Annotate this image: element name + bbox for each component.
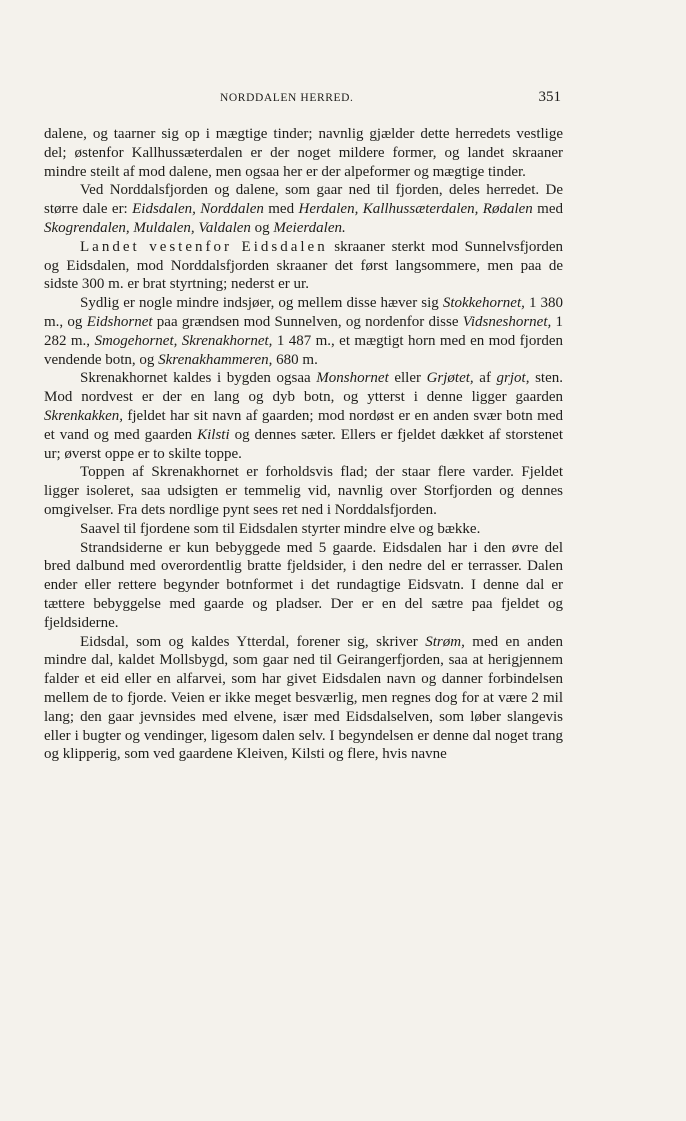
- paragraph: [44, 181, 563, 237]
- italic-place-name: Eidsdalen, Norddalen: [132, 201, 264, 218]
- text-run: dalene, og taarner sig op i mægtige tinder; navnlig gjælder dette herredets vestlige del; østenfor Kallhussæterdalen er der noget mildere former, og landet skraaner mindre steilt af mod dalene, men ogsaa her er der alpeformer og mægtige tinder.: [44, 126, 563, 180]
- paragraph: [44, 369, 563, 463]
- text-run: med en anden mindre dal, kaldet Mollsbygd, som gaar ned til Geirangerfjorden, saa at herigjennem falder et eid eller en alfarvei, som har givet Eidsdalen navn og danner forbindelsen mellem de to fjorde. Veien er ikke meget besværlig, men regnes dog for at være 2 mil lang; den gaar jevnsides med elvene, især med Eidsdalselven, som løber slangevis eller i bugter og vendinger, ligesom dalen selv. I begyndelsen er denne dal noget trang og klipperig, som ved gaardene Kleiven, Kilsti og flere, hvis navne: [44, 633, 563, 763]
- italic-place-name: Grjøtet,: [426, 370, 474, 387]
- paragraph: [44, 633, 563, 765]
- text-run: eller: [388, 370, 427, 387]
- paragraph: [44, 539, 563, 633]
- italic-place-name: Meierdalen.: [273, 219, 346, 236]
- italic-place-name: Herdalen, Kallhussæterdalen, Rødalen: [298, 201, 533, 218]
- text-run: 680 m.: [272, 351, 318, 368]
- paragraph: [44, 238, 563, 294]
- italic-place-name: Smogehornet, Skrenakhornet,: [94, 332, 273, 349]
- page-number: 351: [538, 89, 561, 105]
- text-run: Sydlig er nogle mindre indsjøer, og mellem disse hæver sig: [80, 295, 443, 312]
- text-run: Eidsdal, som og kaldes Ytterdal, forener sig, skriver: [80, 633, 426, 650]
- italic-place-name: grjot,: [496, 370, 530, 387]
- paragraph: [44, 463, 563, 519]
- text-run: 1 282 m.,: [44, 313, 564, 349]
- body-text: [44, 125, 563, 764]
- paragraph: [44, 520, 563, 539]
- text-run: med: [532, 201, 564, 218]
- text-run: og: [250, 219, 274, 236]
- text-run: og dennes sæter. Ellers er fjeldet dækket af storstenet ur; øverst oppe er to skilte toppe.: [44, 426, 563, 462]
- italic-place-name: Monshornet: [316, 370, 389, 387]
- text-run: Strandsiderne er kun bebyggede med 5 gaarde. Eidsdalen har i den øvre del bred dalbund med overordentlig bratte fjeldsider, i den nedre del er terrasser. Dalen ender eller rettere begynder botnformet i det rundagtige Eidsvatn. I denne dal er tættere bebyggelse med gaarde og pladser. Der er en del sætre paa fjeldet og fjeldsiderne.: [44, 539, 563, 631]
- text-run: sten. Mod nordvest er der en lang og dyb botn, og ytterst i denne ligger gaarden: [44, 370, 563, 406]
- text-run: 1 380 m., og: [44, 295, 564, 330]
- text-run: 1 487 m., et mægtigt horn med en mod fjorden vendende botn, og: [44, 332, 563, 368]
- italic-place-name: Skrenkakken,: [44, 407, 123, 424]
- spaced-emphasis: Landet vestenfor Eidsdalen: [80, 238, 328, 255]
- text-run: fjeldet har sit navn af gaarden; mod nordøst er en anden svær botn med et vand og med gaarden: [44, 407, 563, 443]
- text-run: skraaner sterkt mod Sunnelvsfjorden og Eidsdalen, mod Norddalsfjorden skraaner det først langsommere, men paa de sidste 300 m. er brat styrtning; nederst er ur.: [44, 238, 563, 293]
- paragraph: [44, 294, 563, 369]
- text-run: af: [473, 370, 497, 387]
- text-run: Saavel til fjordene som til Eidsdalen styrter mindre elve og bække.: [80, 520, 481, 537]
- running-head-title: NORDDALEN HERRED.: [220, 92, 354, 104]
- paragraph: [44, 125, 563, 181]
- italic-place-name: Vidsneshornet,: [462, 313, 552, 330]
- text-run: Skrenakhornet kaldes i bygden ogsaa: [80, 370, 317, 387]
- italic-place-name: Stokkehornet,: [442, 295, 525, 312]
- italic-place-name: Strøm,: [425, 633, 465, 650]
- italic-place-name: Skogrendalen, Muldalen, Valdalen: [44, 219, 251, 236]
- text-run: Ved Norddalsfjorden og dalene, som gaar ned til fjorden, deles herredet. De større dale er:: [44, 182, 563, 218]
- italic-place-name: Skrenakhammeren,: [158, 351, 273, 368]
- running-head: [0, 89, 686, 109]
- italic-place-name: Kilsti: [197, 426, 230, 443]
- italic-place-name: Eidshornet: [86, 313, 153, 330]
- text-run: Toppen af Skrenakhornet er forholdsvis flad; der staar flere varder. Fjeldet ligger isoleret, saa udsigten er temmelig vid, navnlig over Storfjorden og dennes omgivelser. Fra dets nordlige pynt sees ret ned i Norddalsfjorden.: [44, 464, 563, 518]
- text-run: med: [263, 201, 299, 218]
- text-run: paa grændsen mod Sunnelven, og nordenfor disse: [152, 313, 463, 330]
